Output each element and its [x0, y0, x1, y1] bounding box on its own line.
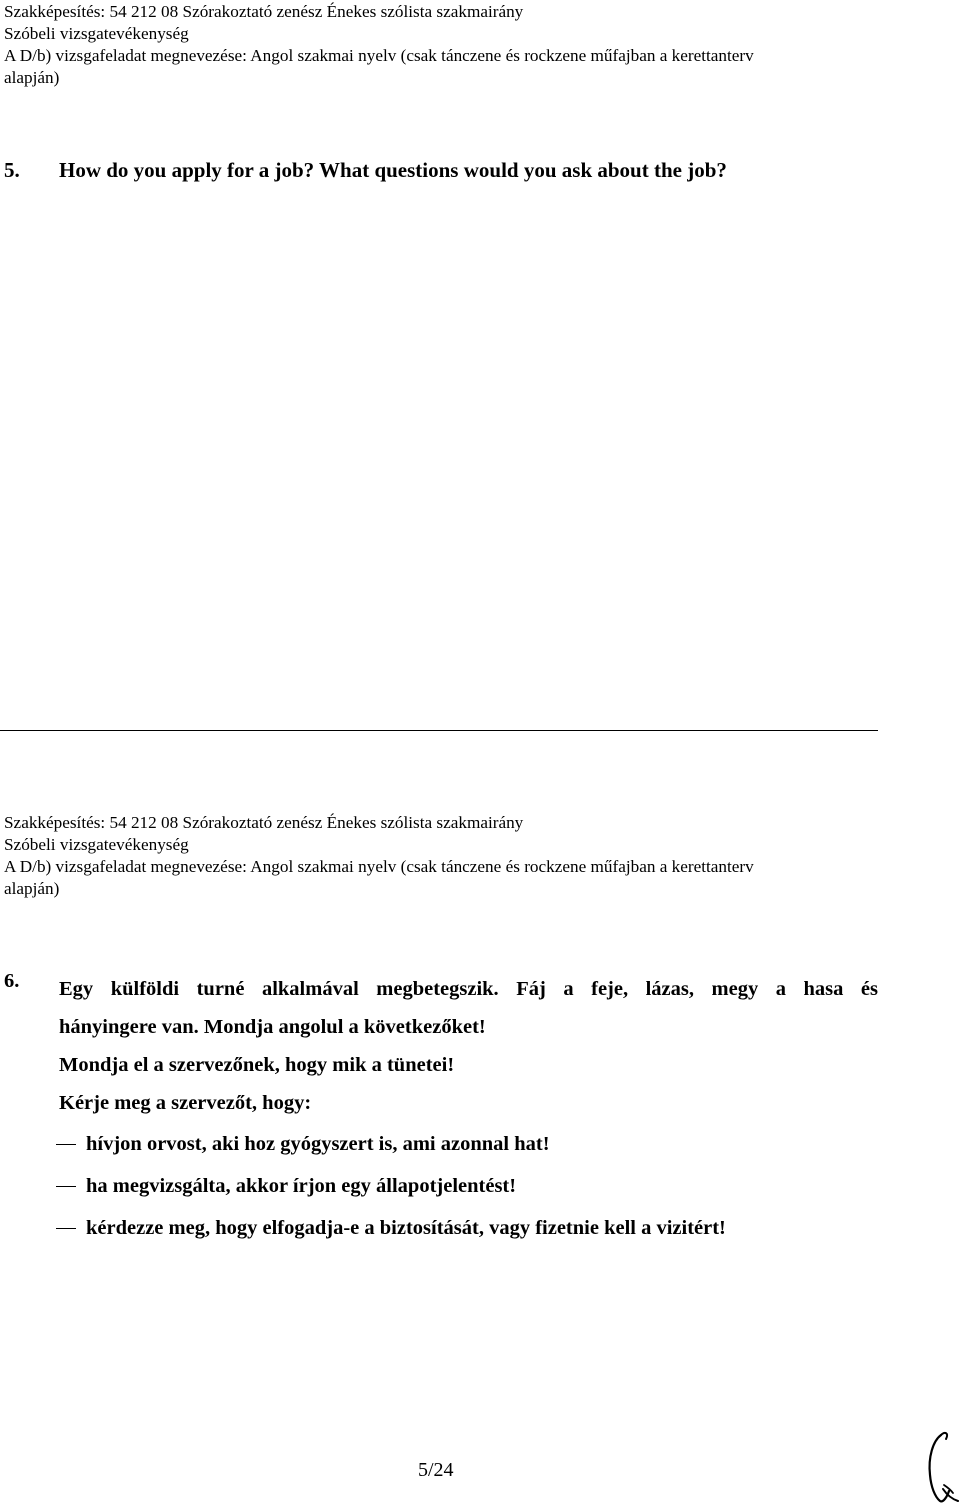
bullet-text: kérdezze meg, hogy elfogadja-e a biztosítását, vagy fizetnie kell a vizitért! [86, 1217, 726, 1239]
header-task-title: A D/b) vizsgafeladat megnevezése: Angol szakmai nyelv (csak tánczene és rockzene műfajban a kerettanterv [4, 857, 754, 876]
question-5 [4, 158, 727, 183]
header-top [4, 1, 754, 89]
signature-mark [919, 1427, 959, 1505]
header-qualification: Szakképesítés: 54 212 08 Szórakoztató zenész Énekes szólista szakmairány [4, 813, 524, 832]
bullet-text: hívjon orvost, aki hoz gyógyszert is, ami azonnal hat! [86, 1133, 550, 1155]
page-divider [0, 730, 878, 731]
header-bottom [4, 812, 754, 900]
header-task-title: A D/b) vizsgafeladat megnevezése: Angol szakmai nyelv (csak tánczene és rockzene műfajban a kerettanterv [4, 46, 754, 65]
question-6-line-1: Egy külföldi turné alkalmával megbetegszik. Fáj a feje, lázas, megy a hasa és [59, 978, 878, 1000]
dash-bullet-icon [56, 1144, 76, 1145]
list-item [56, 1209, 726, 1251]
bullet-text: ha megvizsgálta, akkor írjon egy állapotjelentést! [86, 1175, 517, 1197]
question-5-text: How do you apply for a job? What questions would you ask about the job? [59, 158, 727, 182]
list-item [56, 1125, 726, 1167]
header-task-title-cont: alapján) [4, 879, 60, 898]
dash-bullet-icon [56, 1228, 76, 1229]
question-6-line-3: Mondja el a szervezőnek, hogy mik a tünetei! [59, 1054, 455, 1076]
question-6-line-2: hányingere van. Mondja angolul a következőket! [59, 1016, 486, 1038]
header-task-title-cont: alapján) [4, 68, 60, 87]
question-6 [4, 970, 878, 1122]
header-exam-activity: Szóbeli vizsgatevékenység [4, 24, 189, 43]
question-5-number: 5. [4, 158, 20, 182]
header-exam-activity: Szóbeli vizsgatevékenység [4, 835, 189, 854]
header-qualification: Szakképesítés: 54 212 08 Szórakoztató zenész Énekes szólista szakmairány [4, 2, 524, 21]
page-number: 5/24 [418, 1459, 454, 1481]
question-6-line-4: Kérje meg a szervezőt, hogy: [59, 1092, 312, 1114]
question-6-number: 6. [4, 970, 20, 992]
list-item [56, 1167, 726, 1209]
dash-bullet-icon [56, 1186, 76, 1187]
question-6-bullet-list [56, 1125, 726, 1251]
